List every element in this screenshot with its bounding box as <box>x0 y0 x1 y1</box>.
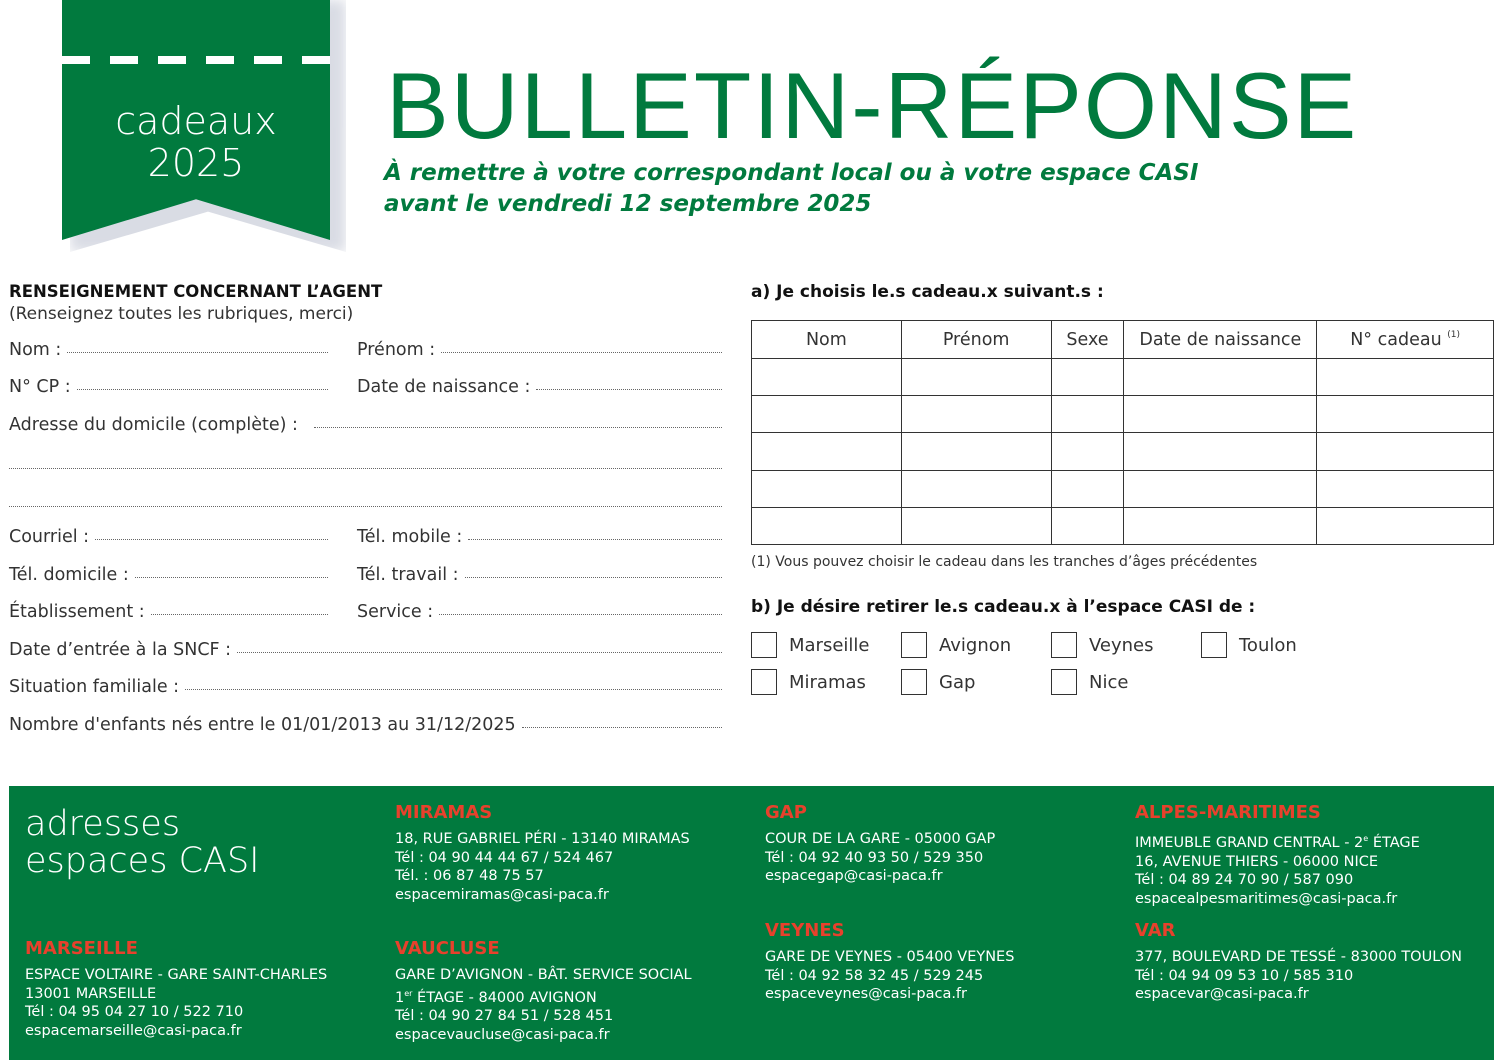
etablissement-line[interactable] <box>151 614 328 615</box>
col-sexe: Sexe <box>1051 321 1124 359</box>
phone-line: Tél : 04 90 27 84 51 / 528 451 <box>395 1008 614 1025</box>
address-vaucluse <box>395 966 692 1044</box>
checkbox-box[interactable] <box>901 632 927 658</box>
address-line: 13001 MARSEILLE <box>25 985 157 1002</box>
email-link[interactable]: espacegap@casi-paca.fr <box>765 868 943 885</box>
table-cell[interactable] <box>1317 507 1494 544</box>
ribbon-line1: cadeaux <box>115 99 277 143</box>
checkbox-box[interactable] <box>751 669 777 695</box>
table-cell[interactable] <box>901 359 1051 396</box>
children-count-field[interactable] <box>9 715 722 735</box>
table-cell[interactable] <box>901 507 1051 544</box>
table-cell[interactable] <box>1317 396 1494 433</box>
col-nom: Nom <box>752 321 902 359</box>
checkbox-box[interactable] <box>1051 632 1077 658</box>
checkbox-label: Avignon <box>939 634 1012 656</box>
checkbox-label: Marseille <box>789 634 870 656</box>
table-row <box>752 359 1494 396</box>
city-marseille: MARSEILLE <box>25 938 138 959</box>
checkbox-marseille[interactable] <box>751 632 870 658</box>
table-cell[interactable] <box>901 396 1051 433</box>
col-gift-number-label: N° cadeau <box>1350 329 1442 350</box>
table-cell[interactable] <box>1124 396 1317 433</box>
city-alpes-maritimes: ALPES-MARITIMES <box>1135 802 1321 823</box>
col-prenom: Prénom <box>901 321 1051 359</box>
table-cell[interactable] <box>901 470 1051 507</box>
email-label: Courriel : <box>9 527 90 547</box>
phone-line: Tél : 04 89 24 70 90 / 587 090 <box>1135 872 1354 889</box>
ncp-field[interactable] <box>9 377 328 397</box>
checkbox-gap[interactable] <box>901 669 975 695</box>
address-field[interactable] <box>9 415 722 435</box>
table-cell[interactable] <box>901 433 1051 470</box>
city-miramas: MIRAMAS <box>395 802 493 823</box>
mobile-field[interactable] <box>357 527 722 547</box>
prenom-line[interactable] <box>441 352 722 353</box>
phone-line: Tél : 04 92 58 32 45 / 529 245 <box>765 967 984 984</box>
address-gap <box>765 830 995 886</box>
address-veynes <box>765 948 1014 1004</box>
entry-date-line[interactable] <box>237 652 722 653</box>
prenom-label: Prénom : <box>357 340 436 360</box>
family-situation-field[interactable] <box>9 677 722 697</box>
table-cell[interactable] <box>752 433 902 470</box>
address-line: GARE D’AVIGNON - BÂT. SERVICE SOCIAL <box>395 967 692 983</box>
children-count-line[interactable] <box>522 727 722 728</box>
home-phone-line[interactable] <box>135 577 328 578</box>
table-cell[interactable] <box>1317 433 1494 470</box>
ncp-line[interactable] <box>77 389 328 390</box>
birthdate-line[interactable] <box>536 389 722 390</box>
table-cell[interactable] <box>752 507 902 544</box>
col-gift-number <box>1317 321 1494 359</box>
entry-date-label: Date d’entrée à la SNCF : <box>9 640 232 660</box>
city-gap: GAP <box>765 802 807 823</box>
service-label: Service : <box>357 602 434 622</box>
gift-table-header <box>752 321 1494 359</box>
ribbon-year: 2025 <box>147 141 245 185</box>
agent-section-title: RENSEIGNEMENT CONCERNANT L’AGENT <box>9 282 383 301</box>
home-phone-label: Tél. domicile : <box>9 565 129 585</box>
table-cell[interactable] <box>1051 359 1124 396</box>
address-line: IMMEUBLE GRAND CENTRAL - 2e ÉTAGE <box>1135 834 1420 851</box>
table-cell[interactable] <box>1124 433 1317 470</box>
table-cell[interactable] <box>1051 433 1124 470</box>
email-link[interactable]: espacemarseille@casi-paca.fr <box>25 1022 242 1039</box>
service-field[interactable] <box>357 602 722 622</box>
mobile-label: Tél. mobile : <box>357 527 463 547</box>
service-line[interactable] <box>439 614 722 615</box>
prenom-field[interactable] <box>357 340 722 360</box>
table-cell[interactable] <box>1124 470 1317 507</box>
mobile-line[interactable] <box>468 539 722 540</box>
nom-field[interactable] <box>9 340 328 360</box>
email-field[interactable] <box>9 527 328 547</box>
family-situation-label: Situation familiale : <box>9 677 180 697</box>
ribbon-text <box>62 100 330 184</box>
address-line-3[interactable] <box>9 506 722 507</box>
table-row <box>752 507 1494 544</box>
email-link[interactable]: espacevar@casi-paca.fr <box>1135 986 1309 1003</box>
checkbox-label: Veynes <box>1089 634 1154 656</box>
email-link[interactable]: espaceveynes@casi-paca.fr <box>765 986 968 1003</box>
email-link[interactable]: espacevaucluse@casi-paca.fr <box>395 1026 610 1043</box>
footer-title-line2: espaces CASI <box>25 841 260 881</box>
table-cell[interactable] <box>1051 507 1124 544</box>
address-alpes-maritimes <box>1135 830 1420 908</box>
checkbox-label: Nice <box>1089 671 1129 693</box>
nom-label: Nom : <box>9 340 62 360</box>
table-cell[interactable] <box>1124 507 1317 544</box>
entry-date-field[interactable] <box>9 640 722 660</box>
phone-line: Tél : 04 94 09 53 10 / 585 310 <box>1135 967 1354 984</box>
work-phone-field[interactable] <box>357 565 722 585</box>
etablissement-label: Établissement : <box>9 602 145 622</box>
city-var: VAR <box>1135 920 1176 941</box>
checkbox-box[interactable] <box>751 632 777 658</box>
address-var <box>1135 948 1462 1004</box>
birthdate-field[interactable] <box>357 377 722 397</box>
email-link[interactable]: espacealpesmaritimes@casi-paca.fr <box>1135 890 1398 907</box>
checkbox-veynes[interactable] <box>1051 632 1154 658</box>
table-row <box>752 396 1494 433</box>
ribbon-dashes <box>62 56 330 64</box>
city-veynes: VEYNES <box>765 920 845 941</box>
email-line[interactable] <box>95 539 328 540</box>
page-subtitle <box>384 158 1198 220</box>
table-cell[interactable] <box>752 396 902 433</box>
table-cell[interactable] <box>1051 470 1124 507</box>
ncp-label: N° CP : <box>9 377 71 397</box>
etablissement-field[interactable] <box>9 602 328 622</box>
table-row <box>752 470 1494 507</box>
checkbox-box[interactable] <box>1051 669 1077 695</box>
pickup-section-title: b) Je désire retirer le.s cadeau.x à l’espace CASI de : <box>751 597 1256 617</box>
address-line-2[interactable] <box>9 468 722 469</box>
phone-line: Tél : 04 95 04 27 10 / 522 710 <box>25 1004 244 1021</box>
work-phone-line[interactable] <box>465 577 722 578</box>
checkbox-label: Toulon <box>1239 634 1297 656</box>
footer-title-line1: adresses <box>25 804 181 844</box>
footer-addresses <box>9 786 1494 1060</box>
address-line: 1er ÉTAGE - 84000 AVIGNON <box>395 988 597 1006</box>
address-marseille <box>25 966 327 1040</box>
checkbox-box[interactable] <box>1201 632 1227 658</box>
subtitle-line2: avant le vendredi 12 septembre 2025 <box>384 191 872 217</box>
footer-title <box>25 806 260 880</box>
address-line[interactable] <box>314 427 722 428</box>
children-count-label: Nombre d'enfants nés entre le 01/01/2013 au 31/12/2025 <box>9 715 516 735</box>
table-row <box>752 433 1494 470</box>
address-line: 377, BOULEVARD DE TESSÉ - 83000 TOULON <box>1135 949 1463 965</box>
table-cell[interactable] <box>1051 396 1124 433</box>
checkbox-toulon[interactable] <box>1201 632 1297 658</box>
address-line: 18, RUE GABRIEL PÉRI - 13140 MIRAMAS <box>395 831 690 847</box>
checkbox-label: Miramas <box>789 671 866 693</box>
subtitle-line1: À remettre à votre correspondant local ou à votre espace CASI <box>384 160 1199 186</box>
checkbox-nice[interactable] <box>1051 669 1128 695</box>
agent-section-subtitle: (Renseignez toutes les rubriques, merci) <box>9 304 354 324</box>
gift-table <box>751 320 1494 545</box>
gift-section-title: a) Je choisis le.s cadeau.x suivant.s : <box>751 282 1104 302</box>
page-title: BULLETIN-RÉPONSE <box>386 53 1359 158</box>
phone-line: Tél : 04 90 44 44 67 / 524 467 <box>395 849 614 866</box>
nom-line[interactable] <box>67 352 328 353</box>
gift-note: (1) Vous pouvez choisir le cadeau dans les tranches d’âges précédentes <box>751 554 1258 570</box>
table-cell[interactable] <box>1124 359 1317 396</box>
address-line: 16, AVENUE THIERS - 06000 NICE <box>1135 853 1379 870</box>
col-gift-number-note: (1) <box>1447 329 1460 340</box>
address-miramas <box>395 830 690 904</box>
phone-line: Tél : 04 92 40 93 50 / 529 350 <box>765 849 984 866</box>
col-birthdate: Date de naissance <box>1124 321 1317 359</box>
work-phone-label: Tél. travail : <box>357 565 459 585</box>
address-label: Adresse du domicile (complète) : <box>9 415 298 435</box>
address-line: ESPACE VOLTAIRE - GARE SAINT-CHARLES <box>25 967 328 983</box>
checkbox-label: Gap <box>939 671 976 693</box>
city-vaucluse: VAUCLUSE <box>395 938 500 959</box>
phone-line: Tél. : 06 87 48 75 57 <box>395 868 544 885</box>
birthdate-label: Date de naissance : <box>357 377 531 397</box>
table-cell[interactable] <box>752 470 902 507</box>
address-line: COUR DE LA GARE - 05000 GAP <box>765 831 996 847</box>
table-cell[interactable] <box>1317 359 1494 396</box>
address-line: GARE DE VEYNES - 05400 VEYNES <box>765 949 1015 965</box>
family-situation-line[interactable] <box>185 689 722 690</box>
checkbox-miramas[interactable] <box>751 669 866 695</box>
checkbox-box[interactable] <box>901 669 927 695</box>
table-cell[interactable] <box>1317 470 1494 507</box>
checkbox-avignon[interactable] <box>901 632 1011 658</box>
home-phone-field[interactable] <box>9 565 328 585</box>
table-cell[interactable] <box>752 359 902 396</box>
email-link[interactable]: espacemiramas@casi-paca.fr <box>395 886 609 903</box>
